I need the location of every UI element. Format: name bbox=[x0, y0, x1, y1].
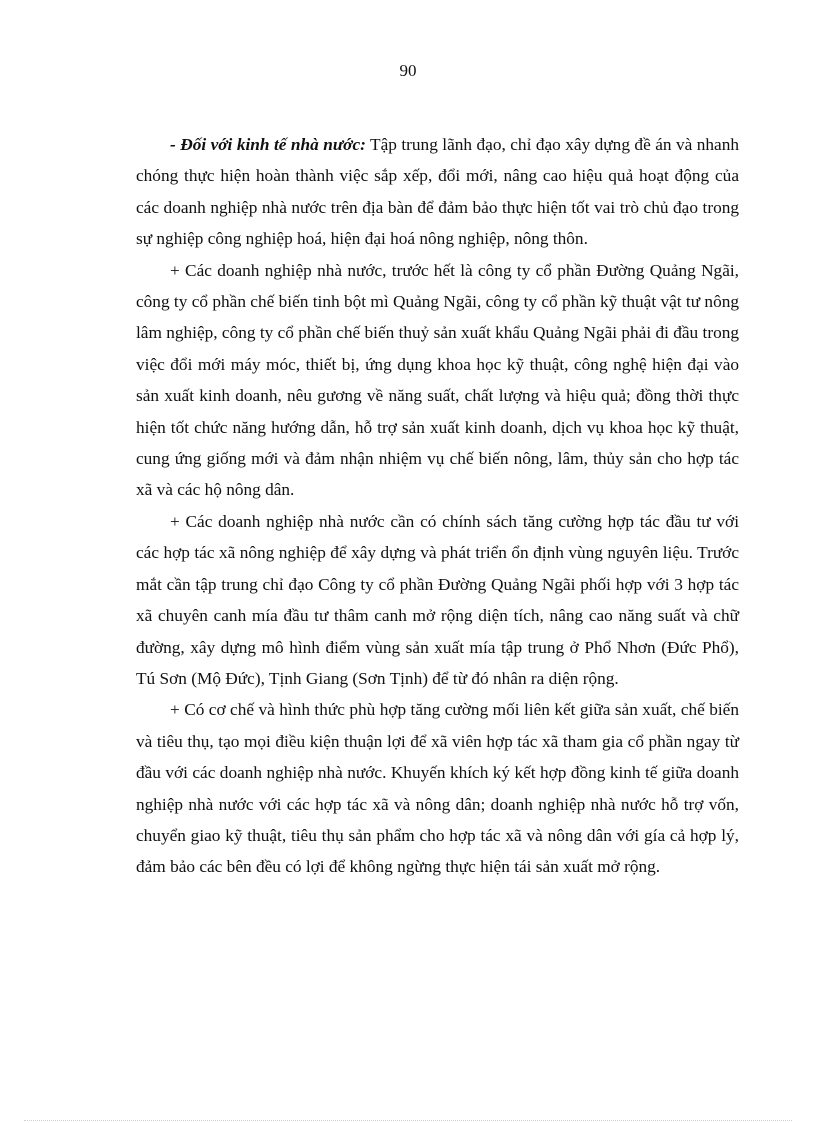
paragraph-heading: - Đối với kinh tế nhà nước: bbox=[170, 135, 366, 154]
paragraph-text: Tập trung lãnh đạo, chỉ đạo xây dựng đề án và nhanh chóng thực hiện hoàn thành việc sắp xếp, đổi mới, nâng cao hiệu quả hoạt động của các doanh nghiệp nhà nước trên địa bàn để đảm bảo thực hiện tốt vai trò chủ đạo trong sự nghiệp công nghiệp hoá, hiện đại hoá nông nghiệp, nông thôn. bbox=[136, 135, 739, 249]
paragraph-cooperation-policy: + Các doanh nghiệp nhà nước cần có chính sách tăng cường hợp tác đầu tư với các hợp tác xã nông nghiệp để xây dựng và phát triển ổn định vùng nguyên liệu. Trước mắt cần tập trung chỉ đạo Công ty cổ phần Đường Quảng Ngãi phối hợp với 3 hợp tác xã chuyên canh mía đầu tư thâm canh mở rộng diện tích, nâng cao năng suất và chữ đường, xây dựng mô hình điểm vùng sản xuất mía tập trung ở Phổ Nhơn (Đức Phổ), Tú Sơn (Mộ Đức), Tịnh Giang (Sơn Tịnh) để từ đó nhân ra diện rộng. bbox=[136, 511, 739, 688]
page-bottom-rule bbox=[24, 1120, 792, 1121]
paragraph-state-enterprises: + Các doanh nghiệp nhà nước, trước hết là công ty cổ phần Đường Quảng Ngãi, công ty cổ phần chế biến tinh bột mì Quảng Ngãi, công ty cổ phần kỹ thuật vật tư nông lâm nghiệp, công ty cổ phần chế biến thuỷ sản xuất khẩu Quảng Ngãi phải đi đầu trong việc đổi mới máy móc, thiết bị, ứng dụng khoa học kỹ thuật, công nghệ hiện đại vào sản xuất kinh doanh, nêu gương về năng suất, chất lượng và hiệu quả; đồng thời thực hiện tốt chức năng hướng dẫn, hỗ trợ sản xuất kinh doanh, dịch vụ khoa học kỹ thuật, cung ứng giống mới và đảm nhận nhiệm vụ chế biến nông, lâm, thủy sản cho hợp tác xã và các hộ nông dân. bbox=[136, 260, 739, 500]
paragraph-state-economy bbox=[136, 129, 739, 255]
document-body bbox=[136, 129, 739, 883]
page-number: 90 bbox=[399, 61, 417, 80]
paragraph-linkage-mechanism: + Có cơ chế và hình thức phù hợp tăng cường mối liên kết giữa sản xuất, chế biến và tiêu thụ, tạo mọi điều kiện thuận lợi để xã viên hợp tác xã tham gia cổ phần ngay từ đầu với các doanh nghiệp nhà nước. Khuyến khích ký kết hợp đồng kinh tế giữa doanh nghiệp nhà nước với các hợp tác xã và nông dân; doanh nghiệp nhà nước hỗ trợ vốn, chuyển giao kỹ thuật, tiêu thụ sản phẩm cho hợp tác xã và nông dân với gía cả hợp lý, đảm bảo các bên đều có lợi để không ngừng thực hiện tái sản xuất mở rộng. bbox=[136, 700, 739, 877]
